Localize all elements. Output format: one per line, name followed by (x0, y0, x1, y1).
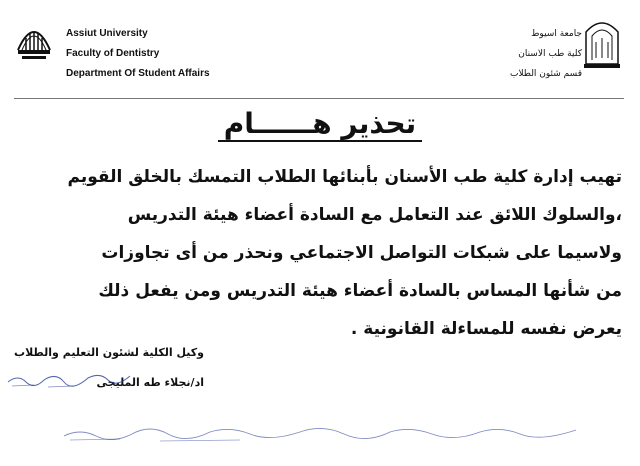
university-name-en: Assiut University (66, 28, 148, 39)
header-divider (14, 98, 624, 99)
body-line: يعرض نفسه للمساءلة القانونية . (350, 319, 622, 339)
handwritten-signature-icon (4, 366, 134, 390)
body-line: تهيب إدارة كلية طب الأسنان بأبنائها الطلاب التمسك بالخلق القويم (67, 167, 622, 187)
university-name-ar: جامعة اسيوط (531, 29, 582, 39)
body-line: من شأنها المساس بالسادة أعضاء هيئة التدريس ومن يفعل ذلك (98, 281, 622, 301)
notice-body (18, 158, 622, 348)
faculty-name-en: Faculty of Dentistry (66, 48, 160, 59)
faculty-name-ar: كلية طب الاسنان (518, 49, 582, 59)
handwritten-note-icon (60, 420, 580, 446)
faculty-seal-icon (582, 14, 622, 70)
department-name-ar: قسم شئون الطلاب (509, 69, 582, 79)
body-line: ،والسلوك اللائق عند التعامل مع السادة أعضاء هيئة التدريس (127, 205, 622, 225)
body-line: ولاسيما على شبكات التواصل الاجتماعي ونحذر من أى تجاوزات (101, 243, 622, 263)
signatory-name: اد/نجلاء طه المليجى (96, 376, 204, 389)
header-english (22, 24, 242, 84)
document-title: تحذير هــــــام (0, 104, 640, 144)
department-name-en: Department Of Student Affairs (66, 68, 210, 79)
header-arabic (382, 24, 582, 84)
signatory-role: وكيل الكلية لشئون التعليم والطلاب (14, 346, 204, 359)
